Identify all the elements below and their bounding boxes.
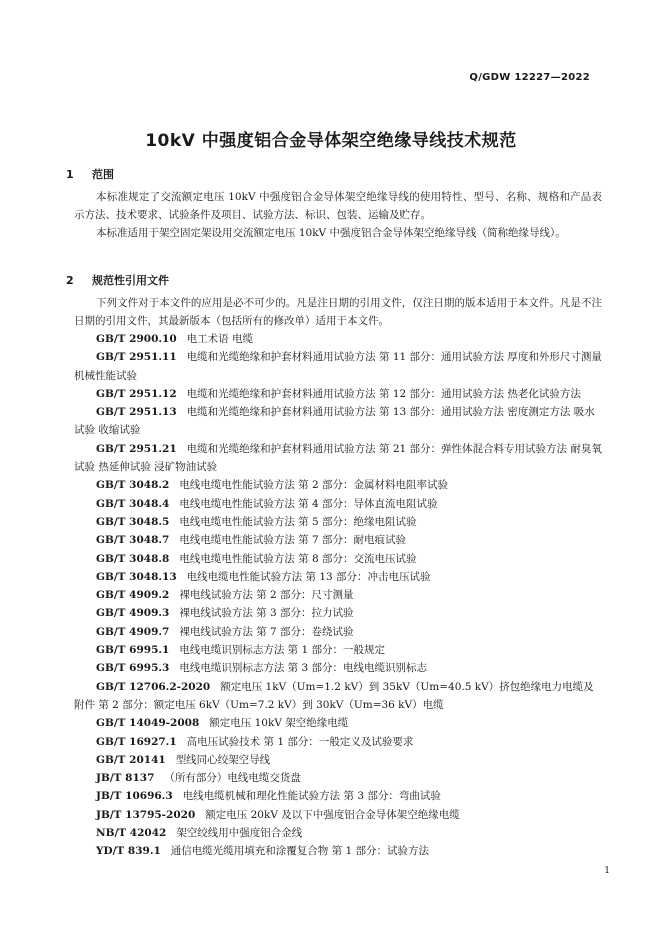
reference-code: GB/T 12706.2-2020 (96, 680, 211, 693)
reference-title: 额定电压 20kV 及以下中强度铝合金导体架空绝缘电缆 (205, 808, 460, 821)
reference-title: 电缆和光缆绝缘和护套材料通用试验方法 第 12 部分：通用试验方法 热老化试验方法 (186, 387, 581, 400)
reference-title: 高电压试验技术 第 1 部分：一般定义及试验要求 (186, 735, 414, 748)
reference-item (74, 604, 604, 622)
reference-title: 架空绞线用中强度铝合金线 (176, 827, 303, 840)
reference-title: 电线电缆电性能试验方法 第 5 部分：绝缘电阻试验 (179, 515, 417, 528)
reference-item (74, 678, 604, 715)
reference-item (74, 806, 604, 824)
reference-title: 电线电缆电性能试验方法 第 4 部分：导体直流电阻试验 (179, 497, 438, 510)
standard-code: Q/GDW 12227—2022 (469, 72, 590, 83)
reference-code: GB/T 4909.2 (96, 589, 170, 602)
reference-item (74, 787, 604, 805)
reference-code: GB/T 6995.1 (96, 644, 170, 657)
reference-item (74, 769, 604, 787)
reference-item (74, 495, 604, 513)
reference-item (74, 550, 604, 568)
reference-code: GB/T 3048.2 (96, 479, 170, 492)
reference-item (74, 641, 604, 659)
reference-title: 裸电线试验方法 第 7 部分：卷绕试验 (179, 625, 354, 638)
reference-code: GB/T 6995.3 (96, 662, 170, 675)
section-1-heading (66, 166, 114, 182)
reference-title: 电线电缆电性能试验方法 第 2 部分：金属材料电阻率试验 (179, 479, 449, 492)
reference-code: NB/T 42042 (96, 827, 167, 840)
reference-code: GB/T 16927.1 (96, 735, 177, 748)
reference-title: （所有部分）电线电缆交货盘 (164, 772, 301, 785)
reference-title: 裸电线试验方法 第 2 部分：尺寸测量 (179, 589, 354, 602)
reference-title: 裸电线试验方法 第 3 部分：拉力试验 (179, 607, 354, 620)
reference-code: GB/T 14049-2008 (96, 717, 200, 730)
reference-item (74, 568, 604, 586)
references-intro: 下列文件对于本文件的应用是必不可少的。凡是注日期的引用文件，仅注日期的版本适用于本文件。凡是不注日期的引用文件，其最新版本（包括所有的修改单）适用于本文件。 (74, 297, 602, 327)
reference-item (74, 385, 604, 403)
reference-code: GB/T 2951.13 (96, 406, 177, 419)
reference-code: GB/T 2900.10 (96, 333, 177, 345)
reference-code: GB/T 3048.4 (96, 497, 170, 510)
reference-code: GB/T 3048.13 (96, 570, 177, 583)
reference-code: GB/T 20141 (96, 753, 166, 766)
reference-code: GB/T 4909.3 (96, 607, 170, 620)
section-1-title: 范围 (92, 168, 114, 181)
reference-code: GB/T 3048.5 (96, 515, 170, 528)
reference-code: GB/T 2951.11 (96, 351, 177, 364)
reference-code: GB/T 3048.8 (96, 552, 170, 565)
reference-code: GB/T 3048.7 (96, 534, 170, 547)
reference-item (74, 733, 604, 751)
reference-title: 型线同心绞架空导线 (175, 753, 271, 766)
reference-title: 电线电缆电性能试验方法 第 7 部分：耐电痕试验 (179, 534, 407, 547)
reference-title: 电线电缆识别标志方法 第 3 部分：电线电缆识别标志 (179, 662, 428, 675)
reference-title: 额定电压 10kV 架空绝缘电缆 (209, 717, 349, 730)
reference-title: 电缆和光缆绝缘和护套材料通用试验方法 第 13 部分：通用试验方法 密度测定方法 吸水试验 收缩试验 (74, 406, 595, 437)
reference-item (74, 714, 604, 732)
section-2-heading (66, 272, 169, 288)
reference-title: 电线电缆识别标志方法 第 1 部分：一般规定 (179, 644, 386, 657)
reference-item (74, 403, 604, 440)
section-2-title: 规范性引用文件 (92, 274, 169, 287)
reference-item (74, 751, 604, 769)
reference-title: 电线电缆机械和理化性能试验方法 第 3 部分：弯曲试验 (182, 790, 441, 803)
reference-code: YD/T 839.1 (96, 845, 161, 858)
reference-item (74, 330, 604, 348)
reference-title: 电缆和光缆绝缘和护套材料通用试验方法 第 11 部分：通用试验方法 厚度和外形尺寸测量 机械性能试验 (74, 351, 602, 382)
reference-code: GB/T 2951.12 (96, 387, 177, 400)
scope-paragraph-2: 本标准适用于架空固定架设用交流额定电压 10kV 中强度铝合金导体架空绝缘导线（简称绝缘导线）。 (96, 227, 566, 239)
reference-item (74, 440, 604, 477)
reference-item (74, 659, 604, 677)
reference-title: 电工术语 电缆 (186, 333, 253, 345)
reference-title: 电线电缆电性能试验方法 第 13 部分：冲击电压试验 (186, 570, 431, 583)
scope-paragraph-1: 本标准规定了交流额定电压 10kV 中强度铝合金导体架空绝缘导线的使用特性、型号、名称、规格和产品表示方法、技术要求、试验条件及项目、试验方法、标识、包装、运输及贮存。 (74, 191, 602, 221)
section-2-number: 2 (66, 274, 74, 287)
reference-title: 额定电压 1kV（Um=1.2 kV）到 35kV（Um=40.5 kV）挤包绝缘电力电缆及附件 第 2 部分：额定电压 6kV（Um=7.2 kV）到 30kV（Um=36 kV）电缆 (74, 680, 594, 711)
reference-item (74, 348, 604, 385)
reference-item (74, 586, 604, 604)
reference-code: JB/T 8137 (96, 772, 155, 785)
reference-code: GB/T 2951.21 (96, 442, 177, 455)
reference-item (74, 531, 604, 549)
document-title: 10kV 中强度铝合金导体架空绝缘导线技术规范 (145, 131, 517, 151)
page-number: 1 (604, 866, 610, 876)
reference-title: 电缆和光缆绝缘和护套材料通用试验方法 第 21 部分：弹性体混合料专用试验方法 耐臭氧试验 热延伸试验 浸矿物油试验 (74, 442, 602, 474)
reference-item (74, 623, 604, 641)
section-1-number: 1 (66, 168, 74, 181)
reference-code: GB/T 4909.7 (96, 625, 170, 638)
reference-item (74, 824, 604, 842)
reference-item (74, 842, 604, 860)
reference-item (74, 513, 604, 531)
reference-title: 通信电缆光缆用填充和涂覆复合物 第 1 部分：试验方法 (170, 845, 429, 858)
reference-item (74, 476, 604, 494)
reference-list (74, 330, 604, 861)
reference-title: 电线电缆电性能试验方法 第 8 部分：交流电压试验 (179, 552, 417, 565)
reference-code: JB/T 10696.3 (96, 790, 173, 803)
reference-code: JB/T 13795-2020 (96, 808, 196, 821)
